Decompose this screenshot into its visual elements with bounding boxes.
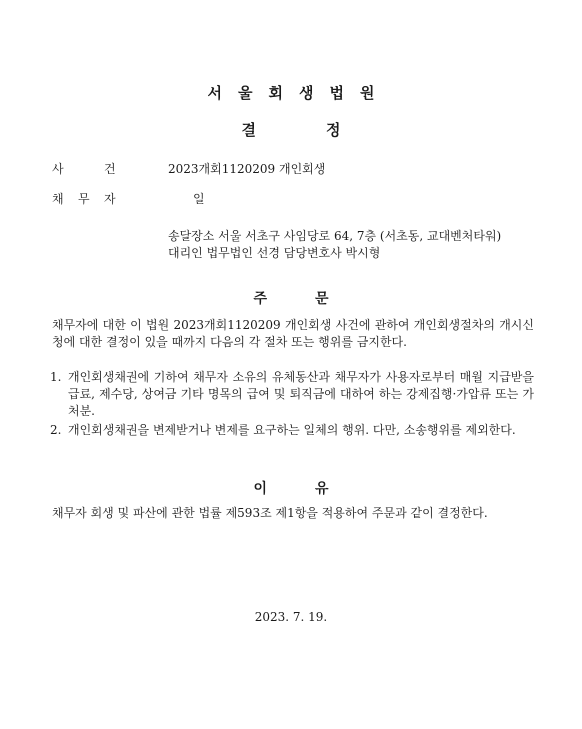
order-heading-right: 문 xyxy=(315,291,329,307)
debtor-label-char-1: 채 xyxy=(52,192,64,206)
case-number: 2023개회1120209 개인회생 xyxy=(168,162,326,176)
order-item-number: 2. xyxy=(50,423,62,437)
order-heading-left: 주 xyxy=(253,291,267,307)
order-item-text: 개인회생채권에 기하여 채무자 소유의 유체동산과 채무자가 사용자로부터 매월 지급받을 급료, 제수당, 상여금 기타 명목의 급여 및 퇴직금에 대하여 하는 강제집행·가압류 또는 가처분. xyxy=(68,370,534,418)
decision-date: 2023. 7. 19. xyxy=(254,610,328,624)
reason-heading xyxy=(0,478,582,498)
order-item xyxy=(50,422,534,439)
court-name: 서울회생법원 xyxy=(207,84,391,102)
legal-agent: 대리인 법무법인 선경 담당변호사 박시형 xyxy=(168,246,381,260)
reason-heading-right: 유 xyxy=(315,481,329,497)
reason-body: 채무자 회생 및 파산에 관한 법률 제593조 제1항을 적용하여 주문과 같이 결정한다. xyxy=(52,506,488,520)
case-label-char-1: 사 xyxy=(52,162,64,176)
order-item-text: 개인회생채권을 변제받거나 변제를 요구하는 일체의 행위. 다만, 소송행위를 제외한다. xyxy=(68,423,516,437)
debtor-label-char-2: 무 xyxy=(78,192,90,206)
order-item-number: 1. xyxy=(50,370,62,384)
document-type-right-char: 정 xyxy=(326,121,341,139)
order-item xyxy=(50,369,534,420)
debtor-label-char-3: 자 xyxy=(104,192,116,206)
case-label-char-2: 건 xyxy=(104,162,116,176)
debtor-name: 일 xyxy=(193,192,205,206)
reason-heading-left: 이 xyxy=(253,481,267,497)
document-type-left-char: 결 xyxy=(241,121,256,139)
service-address: 송달장소 서울 서초구 사임당로 64, 7층 (서초동, 교대벤처타워) xyxy=(168,229,502,243)
document-type-title xyxy=(0,119,582,140)
order-heading xyxy=(0,288,582,308)
order-body: 채무자에 대한 이 법원 2023개회1120209 개인회생 사건에 관하여 개인회생절차의 개시신청에 대한 결정이 있을 때까지 다음의 각 절차 또는 행위를 금지한다. xyxy=(52,318,534,349)
